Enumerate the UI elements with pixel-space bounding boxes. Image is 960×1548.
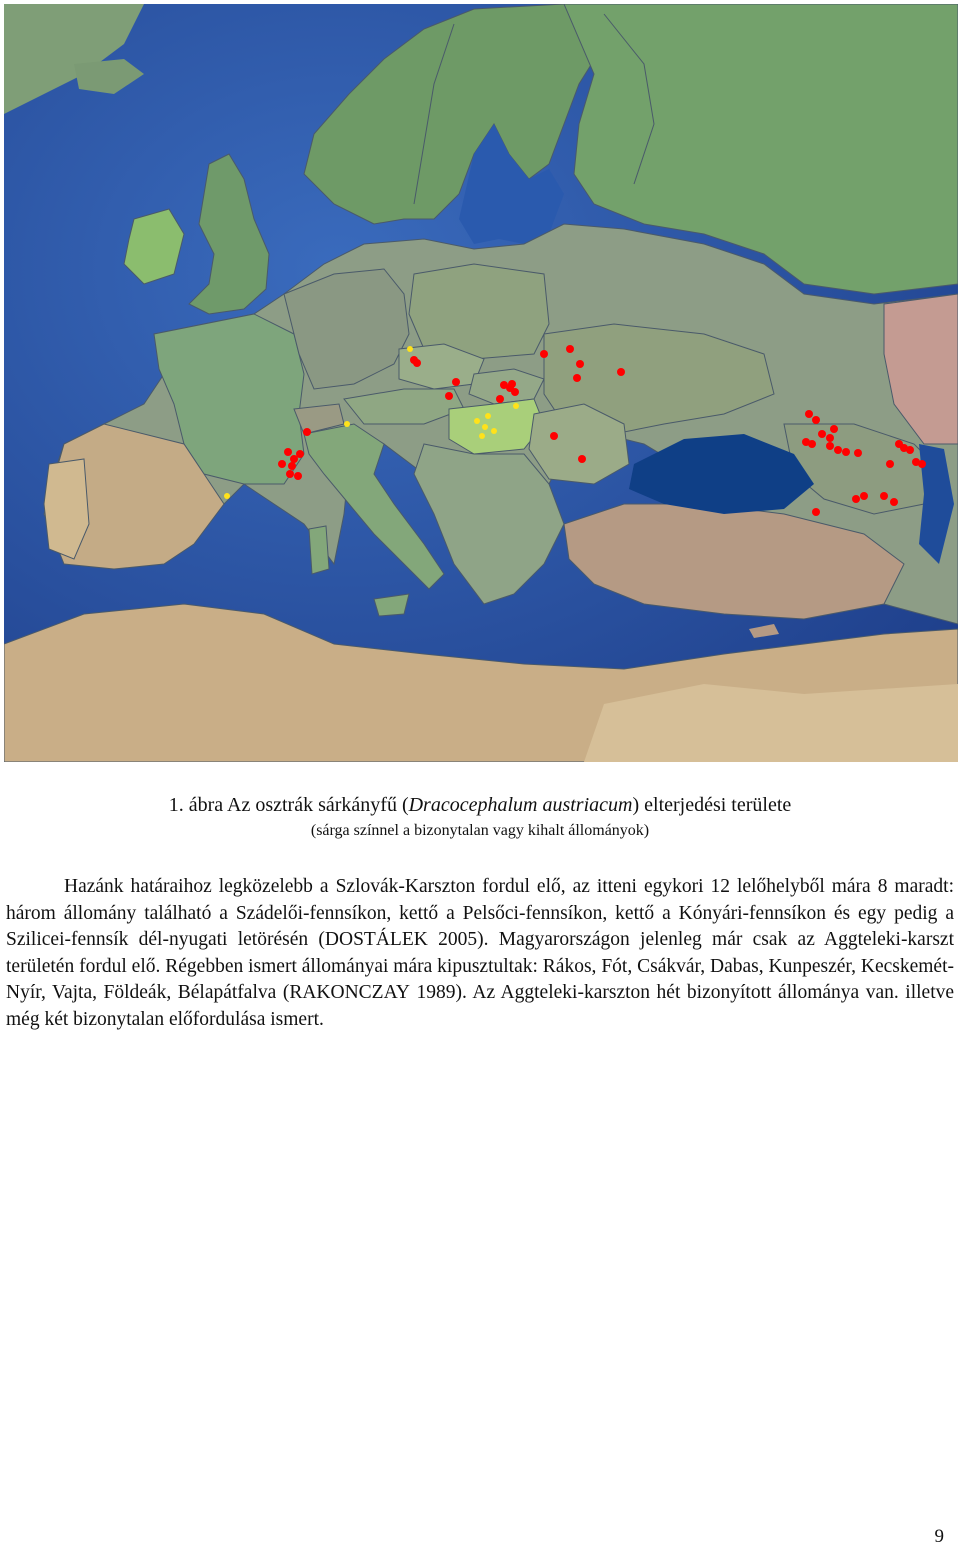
confirmed-occurrence-dot: [550, 432, 558, 440]
confirmed-occurrence-dot: [286, 470, 294, 478]
confirmed-occurrence-dot: [808, 440, 816, 448]
confirmed-occurrence-dot: [508, 380, 516, 388]
confirmed-occurrence-dot: [854, 449, 862, 457]
citation-author: AKONCZAY: [302, 982, 410, 1003]
confirmed-occurrence-dot: [540, 350, 548, 358]
distribution-map: [4, 4, 958, 762]
confirmed-occurrence-dot: [812, 508, 820, 516]
confirmed-occurrence-dot: [834, 446, 842, 454]
uncertain-occurrence-dot: [513, 403, 519, 409]
map-svg: [4, 4, 958, 762]
confirmed-occurrence-dot: [918, 460, 926, 468]
citation-year: 2005).: [427, 929, 499, 950]
confirmed-occurrence-dot: [573, 374, 581, 382]
confirmed-occurrence-dot: [578, 455, 586, 463]
page-number: 9: [934, 1526, 944, 1547]
confirmed-occurrence-dot: [880, 492, 888, 500]
confirmed-occurrence-dot: [830, 425, 838, 433]
body-paragraph: [6, 874, 954, 1033]
citation-year: 1989).: [409, 982, 473, 1003]
confirmed-occurrence-dot: [284, 448, 292, 456]
sentence-2: Magyarországon jelenleg már csak az Aggteleki-karszt területén fordul elő. Régebben ismert állományai mára kipusztultak: Rákos, Fót, Csákvár, Dabas, Kunpeszér, Kecskemét-Nyír, Vajta, Földeák, Bélapátfalva (: [6, 929, 954, 1003]
confirmed-occurrence-dot: [842, 448, 850, 456]
confirmed-occurrence-dot: [294, 472, 302, 480]
confirmed-occurrence-dot: [890, 498, 898, 506]
confirmed-occurrence-dot: [496, 395, 504, 403]
confirmed-occurrence-dot: [511, 388, 519, 396]
confirmed-occurrence-dot: [576, 360, 584, 368]
uncertain-occurrence-dot: [474, 418, 480, 424]
confirmed-occurrence-dot: [278, 460, 286, 468]
confirmed-occurrence-dot: [413, 359, 421, 367]
confirmed-occurrence-dot: [826, 434, 834, 442]
citation-author: OSTÁLEK: [338, 929, 428, 950]
citation-author-initial: R: [289, 982, 303, 1003]
confirmed-occurrence-dot: [852, 495, 860, 503]
confirmed-occurrence-dot: [452, 378, 460, 386]
confirmed-occurrence-dot: [805, 410, 813, 418]
uncertain-occurrence-dot: [485, 413, 491, 419]
figure-caption-subline: (sárga színnel a bizonytalan vagy kihalt állományok): [310, 822, 650, 839]
confirmed-occurrence-dot: [818, 430, 826, 438]
uncertain-occurrence-dot: [344, 421, 350, 427]
confirmed-occurrence-dot: [826, 442, 834, 450]
confirmed-occurrence-dot: [303, 428, 311, 436]
confirmed-occurrence-dot: [812, 416, 820, 424]
caption-species: Dracocephalum austriacum: [408, 794, 633, 816]
poland: [409, 264, 549, 359]
uncertain-occurrence-dot: [482, 424, 488, 430]
uncertain-occurrence-dot: [407, 346, 413, 352]
confirmed-occurrence-dot: [860, 492, 868, 500]
sentence-1: Hazánk határaihoz legközelebb a Szlovák-Karszton fordul elő, az itteni egykori 12 lelőhelyből mára 8 maradt: három állomány található a Szádelői-fennsíkon, kettő a Pelsőci-fennsíkon, kettő a Kónyári-fennsíkon és egy pedig a Szilicei-fennsík dél-nyugati letörésén (: [6, 876, 954, 950]
uncertain-occurrence-dot: [224, 493, 230, 499]
confirmed-occurrence-dot: [886, 460, 894, 468]
confirmed-occurrence-dot: [288, 462, 296, 470]
confirmed-occurrence-dot: [906, 446, 914, 454]
confirmed-occurrence-dot: [445, 392, 453, 400]
confirmed-occurrence-dot: [617, 368, 625, 376]
confirmed-occurrence-dot: [566, 345, 574, 353]
figure-caption: [0, 794, 960, 817]
citation-author-initial: D: [324, 929, 339, 950]
sardinia: [309, 526, 329, 574]
sentence-3: Az Aggteleki-karszton hét bizonyított állománya van. illetve még két bizonytalan előfordulása ismert.: [6, 982, 955, 1030]
uncertain-occurrence-dot: [491, 428, 497, 434]
caption-prefix: 1. ábra Az osztrák sárkányfű (: [168, 794, 409, 816]
uncertain-occurrence-dot: [479, 433, 485, 439]
confirmed-occurrence-dot: [296, 450, 304, 458]
caption-suffix: ) elterjedési területe: [632, 794, 792, 816]
